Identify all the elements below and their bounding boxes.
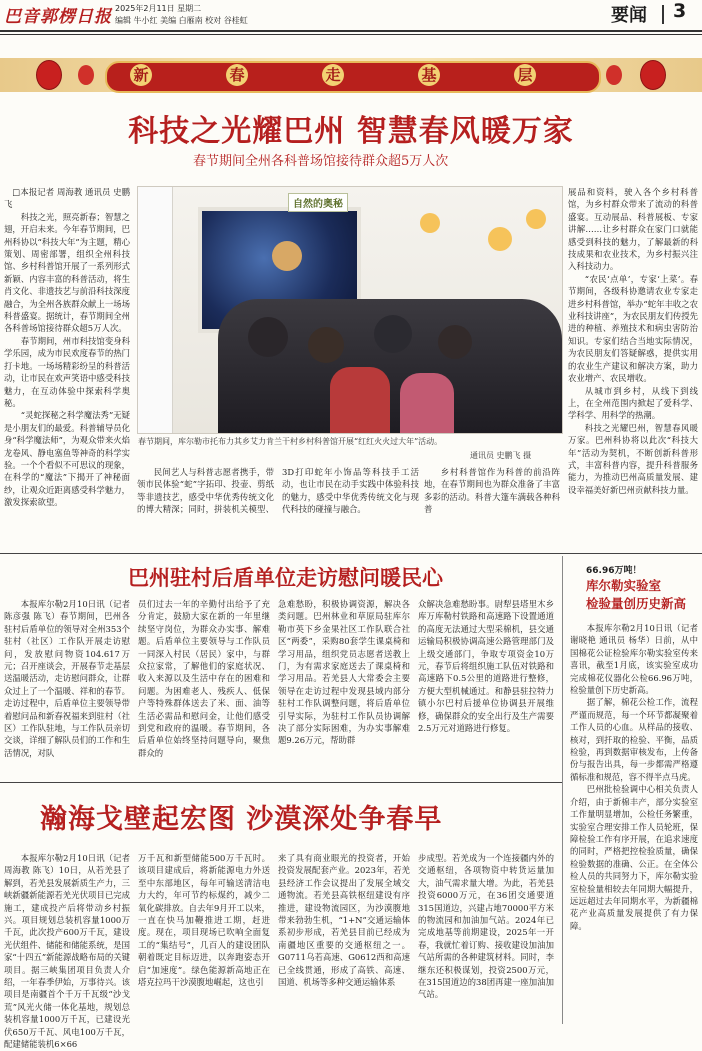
banner-char: 春 <box>226 64 248 86</box>
article3-paragraph: 巴州批检验调中心相关负责人介绍，由于新棉丰产，部分实验室工作量明显增加，公检任务繁重，实验室合理安排工作人员轮班，保障检验工作有序开展，在追求速度的同时，严格把控检验质量，确保检验数据的准确、公正。在全体公检人员的共同努力下，库尔勒实验室检验量相较去年同期大幅提升，远远超过去年同期水平，为新疆棉花产业高质量发展提供了有力保障。 <box>570 784 698 931</box>
page-number: 3 <box>673 0 687 22</box>
section-label: 要闻 <box>611 5 647 26</box>
article1-byline: □本报记者 周海教 通讯员 史鹏飞 <box>4 187 130 210</box>
photo-lamp <box>420 213 440 233</box>
masthead-date: 2025年2月11日 星期二 <box>115 4 202 13</box>
article1-subheadline: 春节期间全州各科普场馆接待群众超5万人次 <box>193 154 449 169</box>
article4-col3 <box>278 852 410 1022</box>
article2-paragraph: 急难愁盼，积极协调资源，解决各类问题。巴州林业和草原局驻库尔勒市英下乡金果社区工作队联合社区“两委”，采购80套学生课桌椅和学习用品，组织党员志愿者送教上门，为有需求家庭送去了课桌椅和学习用品。若羌县人大常委会主要领导在走访过程中发现县域内部分驻村工作队调整问题，将后盾单位引导实际，为驻村工作队员协调解决了部分实际困难，为办实事解难题9.26万元，帮助群 <box>278 599 410 746</box>
lantern-icon <box>606 65 622 85</box>
article1-photo <box>137 186 563 434</box>
photo-pillar <box>138 187 173 433</box>
article2-col3 <box>278 598 410 780</box>
masthead-paper-name: 巴音郭楞日报 <box>4 7 112 27</box>
masthead-rule-thin <box>0 34 702 35</box>
banner-char: 走 <box>322 64 344 86</box>
banner-char: 层 <box>514 64 536 86</box>
article3-paragraph: 据了解，棉花公检工作，流程严谨而规范，每一个环节都凝聚着工作人员的心血。从样品的接收、核对，到扦取的检验、平衡，品质检验，再到数据审核发布，上传备份与报告出具，每一步都需严格遵循标准和规范，容不得半点马虎。 <box>570 697 698 782</box>
article1-paragraph: 展品和资料，驶入各个乡村科普馆，为乡村群众带来了流动的科普盛宴。互动展品、科普展板、专家讲解……让乡村群众在家门口就能感受到科技的魅力，了解最新的科技成果和农业技术，为乡村振兴注入科技动力。 <box>568 187 698 272</box>
section-divider <box>662 5 664 24</box>
article4-headline: 瀚海戈壁起宏图 沙漠深处争春早 <box>40 804 443 835</box>
article1-paragraph: “灵蛇探秘之科学魔法秀”无疑是小朋友们的最爱。科普辅导员化身“科学魔法师”，为观众带来火焰龙卷风、静电塞鱼等神奇的科学实验。一个个看似不可思议的现象，在科学的“魔法”下揭开了神秘面纱，让观众近距离感受科学魅力，激发探索欲望。 <box>4 410 130 508</box>
photo-child <box>248 317 288 357</box>
article3-body <box>570 622 698 1022</box>
lantern-icon <box>640 60 666 90</box>
article4-paragraph: 步成型。若羌成为一个连接疆内外的交通枢纽，各项物资中转货运量加大，油气需求量大增。为此，若羌县投资6000万元，在36团交通要道315国道边，兴建占地70000平方米的物流园和加油加气站。2024年已完成地基等前期建设，2025年一开春，我就忙着订购、接收建设加油加气站所需的各种建筑材料。同时，李继东还积极谋划，投资2500万元，在315国道边的38团再建一座加油加气站。 <box>418 853 554 1000</box>
photo-child-red-coat <box>330 367 390 433</box>
masthead <box>0 0 702 30</box>
banner-char: 基 <box>418 64 440 86</box>
article1-photo-caption: 春节期间，库尔勒市托布力其乡艾力肯兰干村乡村科普馆开展“红红火火过大年”活动。 <box>138 437 443 446</box>
article2-paragraph: 员们过去一年的辛勤付出给予了充分肯定，鼓励大家在新的一年里继续坚守岗位，为群众办实事、解难题。后盾单位主要领导与工作队员一同深入村民（居民）家中，与群众拉家常，了解他们的家庭状况、收入来源以及生活中存在的困难和问题。为困难老人、残疾人、低保户等特殊群体送去了米、面、油等生活必需品和慰问金，让他们感受到党和政府的温暖。春节期间，各后盾单位始终坚持问题导向，聚焦群众的 <box>138 599 270 758</box>
article3-headline-line2: 检验量创历史新高 <box>586 596 687 611</box>
article3-paragraph: 本报库尔勒2月10日讯（记者 谢晓艳 通讯员 杨华）日前，从中国棉花公证检验库尔勒实验室传来喜讯，截至1月底，该实验室成功完成棉花仪器化公检66.96万吨，检验量创下历史新高。 <box>570 623 698 696</box>
article1-col-right <box>568 186 698 548</box>
column-divider <box>562 556 563 1024</box>
photo-child-pink-coat <box>400 373 454 433</box>
article4-col1 <box>4 852 130 1050</box>
article1-paragraph: 春节期间，州市科技馆变身科学乐园，成为市民欢度春节的热门打卡地。一场场精彩纷呈的科普活动，让市民在欢声笑语中感受科技魅力，在互动体验中探索科学奥秘。 <box>4 335 130 408</box>
article2-col1 <box>4 598 130 780</box>
article2-paragraph: 本报库尔勒2月10日讯（记者 陈彦强 陈飞）春节期间，巴州各驻村后盾单位的领导对全州353个驻村（社区）工作队开展走访慰问，发放慰问物资104.617万元；召开座谈会，开展春节走基层送温暖活动，走访慰问群众，让群众过上了一个温暖、祥和的春节。走访过程中，后盾单位主要领导带着慰问品和新春祝福来到驻村（社区）工作队驻地，与工作队员亲切交谈，详细了解队员们的工作和生活情况，对队 <box>4 599 130 758</box>
article1-paragraph: 乡村科普馆作为科普的前沿阵地，在春节期间也为群众准备了丰富多彩的活动。科普大篷车满载各种科普 <box>424 467 560 515</box>
article1-paragraph: “农民‘点单’，专家‘上菜’。春节期间，各级科协邀请农业专家走进乡村科普馆，举办“蛇年丰收之农业科技讲座”，为农民朋友们传授先进的种植、养殖技术和病虫害防治知识。专家们结合当地实际情况，为农民朋友们答疑解惑，提供实用的农业生产建议和解决方案，助力农业增产、农民增收。 <box>568 273 698 384</box>
article4-col2 <box>138 852 270 1022</box>
article1-paragraph: 科技之光，照亮新春；智慧之翅，开启未来。今年春节期间，巴州科协以“科技大年”为主题，精心策划、周密部署，组织全州科技馆、乡村科普馆开展了一系列形式新颖、内容丰富的科普活动，将生肖文化、非遗技艺与前沿科技深度融合，为全州各族群众献上一场场科普盛宴。据统计，春节期间全州各科普场馆接待群众超5万人次。 <box>4 211 130 334</box>
article2-col2 <box>138 598 270 780</box>
article1-headline: 科技之光耀巴州 智慧春风暖万家 <box>128 114 574 149</box>
photo-child <box>438 325 472 359</box>
masthead-editors: 编辑 牛小红 美编 白雁南 校对 谷桂虹 <box>115 16 248 25</box>
article1-col-mid-right <box>424 466 560 550</box>
article4-col4 <box>418 852 554 1022</box>
article1-paragraph: 科技之光耀巴州，智慧春风暖万家。巴州科协将以此次“科技大年”活动为契机，不断创新科普形式，丰富科普内容，提升科普服务能力，为推动巴州高质量发展、建设幸福美好新巴州贡献科技力量。 <box>568 422 698 495</box>
masthead-rule <box>0 30 702 32</box>
article1-paragraph: 民间艺人与科普志愿者携手，带领市民体验“蛇”字拓印、投壶、剪纸等非遗技艺，感受中华优秀传统文化的博大精深；同时，拼装机关模型、3D打印蛇年小饰品等科技手工活动，也让市民在动手实践中体验科技的魅力，感受中华优秀传统文化与现代科技的碰撞与融合。 <box>137 467 419 515</box>
banner-title <box>108 61 594 89</box>
banner-char: 新 <box>130 64 152 86</box>
photo-child <box>374 315 412 353</box>
planet-icon <box>272 241 302 271</box>
banner <box>0 58 702 92</box>
photo-lamp <box>526 209 546 229</box>
section-rule <box>0 782 562 783</box>
article2-headline: 巴州驻村后盾单位走访慰问暖民心 <box>128 566 443 590</box>
article1-col1 <box>4 186 130 546</box>
article1-photo-credit: 通讯员 史鹏飞 摄 <box>470 451 532 460</box>
article4-paragraph: 万千瓦和新型储能500万千瓦时。该项目建成后，将新能源电力外送至中东部地区，每年可输送清洁电力大约，年可节约标煤约，减少二氧化碳排放。自去年9月开工以来，一直在快马加鞭推进工期，赶进度。现在，项目现场已吹响全面复工的“集结号”，几百人的建设团队朝着既定目标迈进，以奔跑姿态开启“加速度”。绿色能源新高地正在塔克拉玛干沙漠腹地崛起，这也引 <box>138 853 270 988</box>
article3-headline-line1: 库尔勒实验室 <box>586 578 662 593</box>
article2-col4 <box>418 598 554 780</box>
article2-paragraph: 众解决急难愁盼事。尉犁县塔里木乡库万库勒村铁路和高速路下设置通道的高度无法通过大型采棉机，县交通运输局积极协调高速公路管理部门及上级交通部门，争取专项资金10万元，春节后将组织施工队伍对铁路和高速路下0.5公里的道路进行整修，方便大型机械通过。和静县驻拉特力镇小尔巴村后援单位协调县开展维修，确保群众的安全出行及生产需要2.5万元对道路进行修复。 <box>418 599 554 734</box>
article4-paragraph: 本报库尔勒2月10日讯（记者 周海教 陈飞）10日，从若羌县了解到，若羌县发展新质生产力，三峡新疆新能源若羌光伏项目已完成施工，建成投产后将带动乡村振兴。项目规划总装机容量1000万千瓦，此次投产600万千瓦，建设光伏组件、储能和储能系统，是国家“十四五”新能源战略布局的关键项目。据三峡集团项目负责人介绍，一年春季伊始，万事待兴。该项目是南疆首个千万千瓦级“沙戈荒”风光火储一体化基地，规划总装机容量1000万千瓦，已建设光伏650万千瓦、风电100万千瓦，配建储能装机6×66 <box>4 853 130 1050</box>
photo-lamp <box>488 227 512 251</box>
article1-col-mid <box>137 466 419 550</box>
lantern-icon <box>78 65 94 85</box>
article1-paragraph: 从城市到乡村，从线下到线上，在全州范围内掀起了爱科学、学科学、用科学的热潮。 <box>568 385 698 421</box>
lantern-icon <box>36 60 62 90</box>
photo-sign: 自然的奥秘 <box>288 193 348 212</box>
article4-paragraph: 来了具有商业眼光的投资者，开始投资发展配套产业。2023年，若羌县经济工作会议提出了发展全域交通物流。若羌县高铁枢纽建设有序推进，建设物流园区，为沙漠腹地带来勃勃生机，“1+N”交通运输体系初步形成，若羌县目前已经成为南疆地区重要的交通枢纽之一。G0711乌若高速、G0612西和高速已全线贯通，形成了高铁、高速、国道、机场等多种交通运输体系 <box>278 853 410 988</box>
photo-child <box>308 327 344 363</box>
section-rule <box>0 553 702 554</box>
article3-kicker: 66.96万吨！ <box>586 566 642 576</box>
